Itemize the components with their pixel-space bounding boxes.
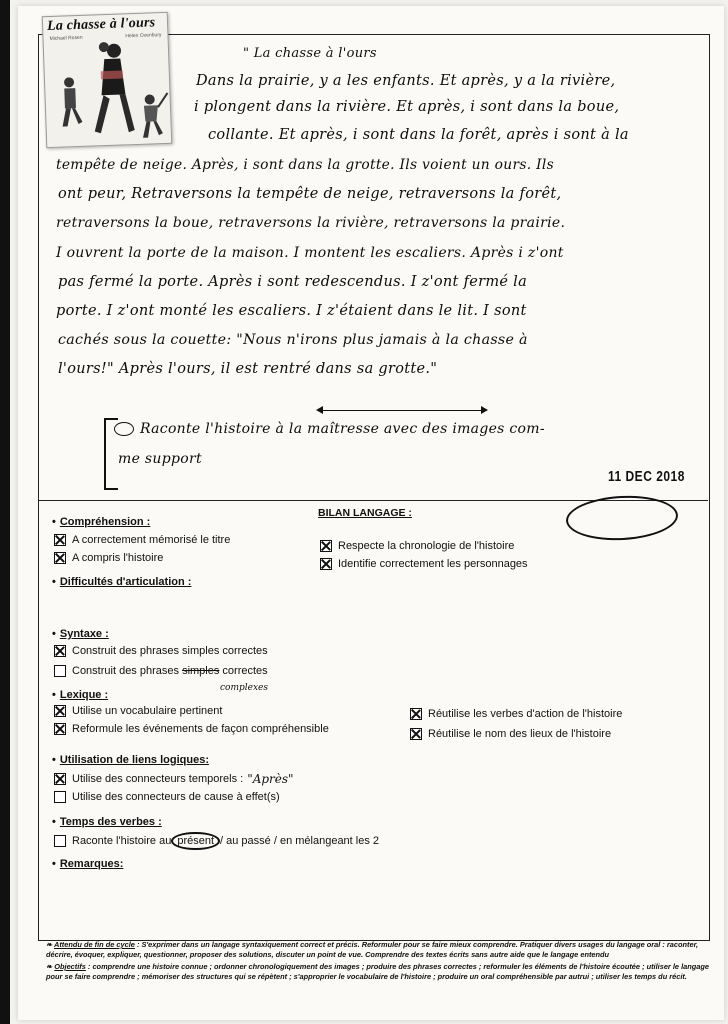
- section-remarques-title: [52, 858, 123, 870]
- item-label: Respecte la chronologie de l'histoire: [338, 540, 515, 552]
- checkbox-checked-icon[interactable]: [320, 540, 332, 552]
- handwritten-correction: complexes: [220, 683, 268, 693]
- attendu-text: : S'exprimer dans un langage syntaxiquement correct et précis. Reformuler pour se faire mieux comprendre. Pratiquer divers usages du langage oral : raconter, décrire, évoquer, expliquer, questionner, proposer des solutions, discuter un point de vue. Comprendre des textes écrits sans autre aide que le langage entendu: [46, 940, 699, 959]
- book-author-right: Helen Oxenbury: [125, 32, 162, 40]
- item-label: Reformule les événements de façon compréhensible: [72, 723, 329, 735]
- bullet-icon: •: [52, 858, 56, 870]
- objectifs-label: Objectifs: [54, 962, 86, 971]
- checkbox-item[interactable]: [320, 540, 514, 552]
- item-label: Réutilise les verbes d'action de l'histoire: [428, 708, 623, 720]
- section-title-text: Syntaxe :: [59, 628, 109, 640]
- story-line: I ouvrent la porte de la maison. I montent les escaliers. Après i z'ont: [56, 245, 564, 261]
- story-line: i plongent dans la rivière. Et après, i sont dans la boue,: [194, 99, 620, 115]
- story-line: pas fermé la porte. Après i sont redescendus. I z'ont fermé la: [58, 274, 528, 290]
- date-stamp: 11 DEC 2018: [608, 467, 685, 485]
- item-label: Identifie correctement les personnages: [338, 558, 528, 570]
- section-liens-title: [52, 754, 209, 766]
- story-line: tempête de neige. Après, i sont dans la grotte. Ils voient un ours. Ils: [56, 157, 554, 173]
- section-title-text: Utilisation de liens logiques:: [59, 754, 209, 766]
- checkbox-item[interactable]: [320, 558, 528, 570]
- footer-attendu: [46, 940, 722, 960]
- worksheet-page: [18, 6, 724, 1020]
- instruction-line-2: me support: [118, 451, 202, 467]
- instruction-line: [114, 416, 545, 443]
- checkbox-checked-icon[interactable]: [410, 708, 422, 720]
- story-line: Dans la prairie, y a les enfants. Et après, y a la rivière,: [196, 73, 616, 89]
- footer-notes: [46, 940, 722, 982]
- item-label: Construit des phrases simples correctes: [72, 645, 268, 657]
- checkbox-empty-icon[interactable]: [54, 835, 66, 847]
- handwritten-note: "Après": [247, 772, 294, 786]
- bullet-icon: •: [52, 516, 56, 528]
- bilan-title: BILAN LANGAGE :: [318, 507, 412, 519]
- circled-word: présent: [171, 832, 220, 850]
- book-cover-title: La chasse à l'ours: [46, 15, 156, 35]
- double-arrow-mark: [318, 410, 486, 411]
- checkbox-checked-icon[interactable]: [54, 773, 66, 785]
- section-title-text: Compréhension :: [59, 516, 151, 528]
- section-syntaxe-title: [52, 628, 109, 640]
- checkbox-empty-icon[interactable]: [54, 791, 66, 803]
- story-line: l'ours!" Après l'ours, il est rentré dans sa grotte.": [58, 361, 438, 377]
- bullet-icon: •: [52, 689, 56, 701]
- item-label: A compris l'histoire: [72, 552, 164, 564]
- item-label-struck: simples: [182, 665, 220, 677]
- item-label-before: Raconte l'histoire au: [72, 835, 172, 847]
- section-temps-title: [52, 816, 162, 828]
- story-title: " La chasse à l'ours: [243, 46, 377, 61]
- attendu-label: Attendu de fin de cycle: [53, 940, 135, 949]
- checkbox-item[interactable]: [54, 665, 268, 677]
- checkbox-item[interactable]: [54, 832, 379, 850]
- book-cover-image: [42, 12, 173, 148]
- section-comprehension-title: [52, 516, 150, 528]
- checkbox-item[interactable]: [54, 723, 329, 735]
- bullet-icon: ❧: [46, 940, 54, 949]
- checkbox-checked-icon[interactable]: [320, 558, 332, 570]
- item-label: A correctement mémorisé le titre: [72, 534, 231, 546]
- checkbox-item[interactable]: [410, 708, 622, 720]
- section-articulation-title: [52, 576, 191, 588]
- footer-objectifs: [46, 962, 722, 982]
- story-line: porte. I z'ont monté les escaliers. I z'étaient dans le lit. I sont: [56, 303, 527, 319]
- checkbox-empty-icon[interactable]: [54, 665, 66, 677]
- story-line: cachés sous la couette: "Nous n'irons plus jamais à la chasse à: [58, 332, 528, 348]
- item-label-after: / au passé / en mélangeant les 2: [220, 835, 380, 847]
- item-label: Utilise des connecteurs de cause à effet(s): [72, 791, 280, 803]
- speech-bubble-icon: [114, 422, 134, 436]
- story-line: ont peur, Retraversons la tempête de neige, retraversons la forêt,: [58, 186, 562, 202]
- book-illustration: [43, 13, 171, 147]
- checkbox-item[interactable]: [54, 772, 294, 786]
- objectifs-text: : comprendre une histoire connue ; ordonner chronologiquement des images ; produire des phrases correctes ; reformuler les éléments de l'histoire écoutée ; utiliser le langage pour se faire comprendre ; mémoriser des structures qui se répètent ; s'approprier le vocabulaire de l'histoire ; produire un oral compréhensible par autrui ; utiliser les temps du récit.: [46, 962, 710, 981]
- book-author-left: Michael Rosen: [49, 34, 83, 42]
- instruction-text: Raconte l'histoire à la maîtresse avec des images com-: [140, 421, 545, 437]
- checkbox-checked-icon[interactable]: [54, 552, 66, 564]
- checkbox-checked-icon[interactable]: [410, 728, 422, 740]
- checkbox-checked-icon[interactable]: [54, 723, 66, 735]
- section-title-text: Temps des verbes :: [59, 816, 162, 828]
- checkbox-item[interactable]: [54, 705, 222, 717]
- checkbox-checked-icon[interactable]: [54, 645, 66, 657]
- checkbox-item[interactable]: [54, 645, 268, 657]
- checkbox-item[interactable]: [54, 552, 163, 564]
- bullet-icon: •: [52, 754, 56, 766]
- section-title-text: Remarques:: [59, 858, 124, 870]
- section-title-text: Lexique :: [59, 689, 109, 701]
- page-edge-shadow: [0, 0, 10, 1024]
- bullet-icon: •: [52, 576, 56, 588]
- item-label: Utilise des connecteurs temporels :: [72, 773, 244, 785]
- checkbox-item[interactable]: [54, 534, 230, 546]
- item-label-before: Construit des phrases: [72, 665, 183, 677]
- bullet-icon: ❧: [46, 962, 55, 971]
- checkbox-checked-icon[interactable]: [54, 705, 66, 717]
- checkbox-checked-icon[interactable]: [54, 534, 66, 546]
- item-label: Réutilise le nom des lieux de l'histoire: [428, 728, 612, 740]
- item-label-after: correctes: [219, 665, 268, 677]
- checkbox-item[interactable]: [410, 728, 611, 740]
- checkbox-item[interactable]: [54, 791, 280, 803]
- section-title-text: Difficultés d'articulation :: [59, 576, 192, 588]
- section-lexique-title: [52, 689, 108, 701]
- item-label: Utilise un vocabulaire pertinent: [72, 705, 223, 717]
- story-line: collante. Et après, i sont dans la forêt, après i sont à la: [208, 127, 629, 143]
- story-line: retraversons la boue, retraversons la rivière, retraversons la prairie.: [56, 215, 566, 231]
- bullet-icon: •: [52, 816, 56, 828]
- bullet-icon: •: [52, 628, 56, 640]
